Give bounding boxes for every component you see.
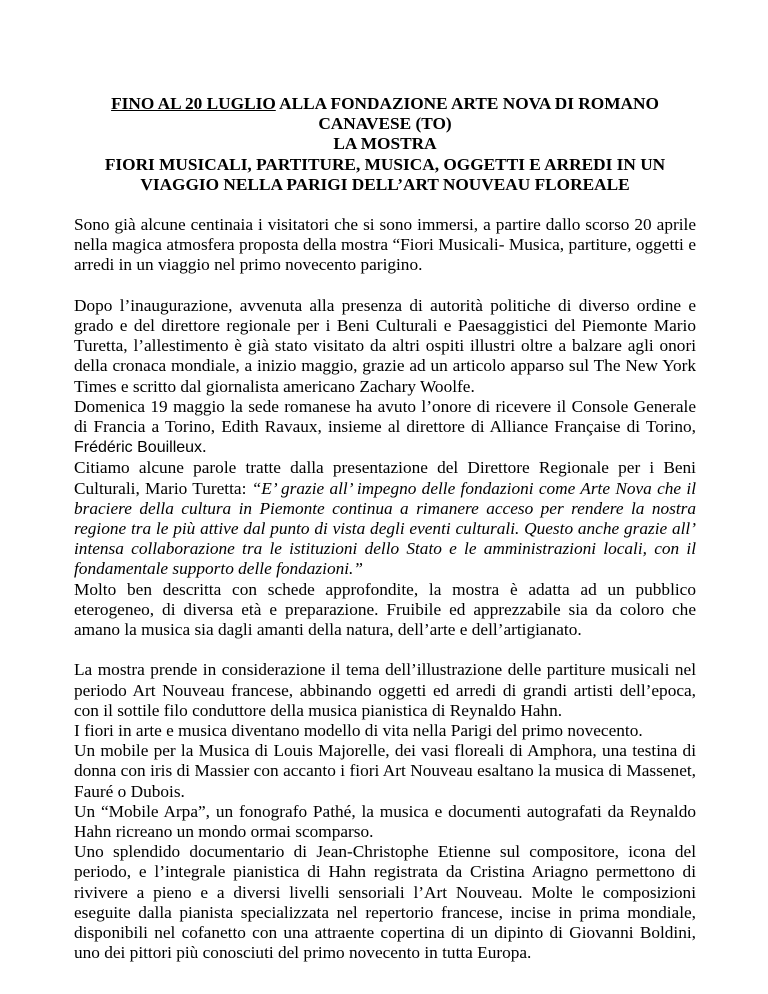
paragraph-consul-visit bbox=[74, 397, 696, 459]
paragraph-quote bbox=[74, 458, 696, 579]
consul-visit-end: . bbox=[202, 437, 207, 457]
alliance-director-name: Frédéric Bouilleux bbox=[74, 439, 203, 457]
paragraph-phonograph: Un “Mobile Arpa”, un fonografo Pathé, la musica e documenti autografati da Reynaldo Hahn ricreano un mondo ormai scomparso. bbox=[74, 801, 696, 842]
paragraph-inauguration: Dopo l’inaugurazione, avvenuta alla presenza di autorità politiche di diverso ordine e grado e del direttore regionale per i Beni Culturali e Paesaggistici del Piemonte Mario Turetta, l’allestimento è già stato visitato da altri ospiti illustri oltre a balzare agli onori della cronaca mondiale, a inizio maggio, grazie ad un articolo apparso sul The New York Times e scritto dal giornalista americano Zachary Woolfe. bbox=[74, 295, 696, 396]
heading-line-4: FIORI MUSICALI, PARTITURE, MUSICA, OGGETTI E ARREDI IN UN bbox=[104, 154, 666, 174]
consul-visit-text: Domenica 19 maggio la sede romanese ha avuto l’onore di ricevere il Console Generale di Francia a Torino, Edith Ravaux, insieme al direttore di Alliance Française di Torino, bbox=[74, 396, 696, 437]
heading-date: FINO AL 20 LUGLIO bbox=[111, 94, 276, 113]
quote-intro: Citiamo alcune parole tratte dalla presentazione del Direttore Regionale per i Beni Culturali, Mario Turetta: bbox=[74, 458, 696, 498]
paragraph-documentary: Uno splendido documentario di Jean-Christophe Etienne sul compositore, icona del periodo, e l’integrale pianistica di Hahn registrata da Cristina Ariagno permettono di rivivere a pieno e a diversi livelli sensoriali l’Art Nouveau. Molte le composizioni eseguite dalla pianista specializzata nel repertorio francese, incise in prima mondiale, disponibili nel cofanetto con una attraente copertina di un dipinto di Giovanni Boldini, uno dei pittori più conosciuti del primo novecento in tutta Europa. bbox=[74, 842, 696, 963]
paragraph-flowers: I fiori in arte e musica diventano modello di vita nella Parigi del primo novecento. bbox=[74, 721, 643, 741]
paragraph-theme: La mostra prende in considerazione il tema dell’illustrazione delle partiture musicali nel periodo Art Nouveau francese, abbinando oggetti ed arredi di grandi artisti dell’epoca, con il sottile filo conduttore della musica pianistica di Reynaldo Hahn. bbox=[74, 660, 696, 720]
paragraph-furniture: Un mobile per la Musica di Louis Majorelle, dei vasi floreali di Amphora, una testina di donna con iris di Massier con accanto i fiori Art Nouveau esaltano la musica di Massenet, Fauré o Dubois. bbox=[74, 741, 696, 801]
document-page bbox=[74, 94, 696, 964]
paragraph-intro: Sono già alcune centinaia i visitatori che si sono immersi, a partire dallo scorso 20 aprile nella magica atmosfera proposta della mostra “Fiori Musicali- Musica, partiture, oggetti e arredi in un viaggio nel primo novecento parigino. bbox=[74, 215, 696, 275]
heading-line-1 bbox=[74, 94, 696, 114]
heading-line-2: CANAVESE (TO) bbox=[318, 114, 452, 134]
paragraph-spacer bbox=[74, 640, 696, 660]
heading-line-1-rest: ALLA FONDAZIONE ARTE NOVA DI ROMANO bbox=[275, 94, 659, 113]
quote-text: “E’ grazie all’ impegno delle fondazioni come Arte Nova che il braciere della cultura in Piemonte continua a rimanere acceso per rendere la nostra regione tra le più attive dal punto di vista degli eventi culturali. Questo anche grazie all’ intensa collaborazione tra le istituzioni dello Stato e le amministrazioni locali, con il fondamentale supporto delle fondazioni.” bbox=[74, 478, 696, 579]
paragraph-audience: Molto ben descritta con schede approfondite, la mostra è adatta ad un pubblico eterogeneo, di diversa età e preparazione. Fruibile ed apprezzabile sia da coloro che amano la musica sia dagli amanti della natura, dell’arte e dell’artigianato. bbox=[74, 579, 696, 640]
paragraph-spacer bbox=[74, 276, 696, 296]
article-heading bbox=[74, 94, 696, 195]
heading-line-5: VIAGGIO NELLA PARIGI DELL’ART NOUVEAU FLOREALE bbox=[140, 174, 630, 194]
heading-line-3: LA MOSTRA bbox=[333, 134, 437, 154]
